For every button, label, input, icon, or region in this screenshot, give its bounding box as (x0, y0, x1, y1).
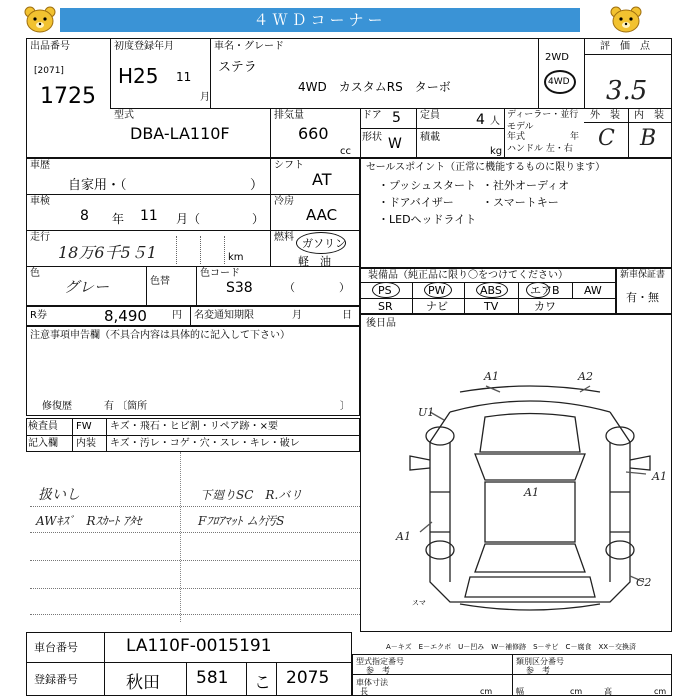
sales-point-5: ・LEDヘッドライト (378, 213, 477, 226)
handle-label: ハンドル 左・右 (507, 144, 573, 154)
inspection-year: 8 (80, 208, 89, 224)
dimension-height-unit: cm (654, 687, 667, 696)
reg-month-unit: 月 (200, 92, 210, 103)
equip-sr: SR (378, 300, 393, 313)
model-year-label: モデル (507, 122, 534, 132)
equip-leather: カワ (534, 300, 556, 313)
type-value: DBA-LA110F (130, 124, 230, 143)
color-value: グレー (64, 278, 110, 296)
recycle-unit: 円 (172, 310, 182, 321)
mileage-unit: km (228, 252, 244, 263)
doors-label: ドア (362, 110, 382, 121)
plate-number: 2075 (286, 668, 330, 688)
equipment-label: 装備品（純正品に限り〇をつけてください） (368, 270, 568, 281)
plate-class: 581 (196, 668, 229, 688)
inspector-label: 検査員 (28, 421, 58, 432)
shape-value: W (388, 136, 402, 152)
shift-value: AT (312, 170, 332, 189)
inspection-close: ） (252, 212, 265, 226)
inspector-text-int: キズ・汚レ・コゲ・穴・スレ・キレ・破レ (110, 438, 300, 449)
doors-value: 5 (392, 110, 401, 126)
equip-ps: PS (378, 284, 392, 297)
entry-label: 記入欄 (28, 438, 58, 449)
dimension-height: 高 (604, 687, 612, 696)
inspector-text-ext: キズ・飛石・ヒビ割・リペア跡・×要 (110, 421, 278, 432)
inspection-month: 11 (140, 208, 158, 224)
shift-label: シフト (274, 160, 304, 171)
color-code-label: 色コード (200, 268, 240, 279)
equip-pw: PW (428, 284, 446, 297)
damage-mark-right-side: A1 (652, 470, 667, 483)
dimension-width-unit: cm (570, 687, 583, 696)
dimensions-label: 車体寸法 (356, 678, 388, 687)
int-value: B (640, 126, 657, 151)
equip-airbag: エアB (530, 284, 560, 297)
type-designation-label: 型式指定番号 (356, 657, 404, 666)
repair-label: 修復歴 (42, 401, 72, 412)
history-close: ） (250, 178, 264, 193)
damage-mark-front-right: A2 (578, 370, 593, 383)
reg-year: H25 (118, 64, 159, 88)
lot-number: 1725 (40, 84, 96, 109)
grade-name: 4WD カスタムRS ターボ (298, 80, 451, 94)
disp-value: 660 (298, 124, 329, 143)
warranty-value: 有・無 (626, 291, 659, 304)
fuel-paren: （ ） (284, 281, 350, 294)
type-designation-ref: 参 考 (366, 666, 390, 675)
inspector-code-int: 内装 (76, 438, 96, 449)
plate-kana: こ (254, 673, 271, 693)
model-name: ステラ (218, 60, 257, 75)
class-number-label: 類別区分番号 (516, 657, 564, 666)
disp-unit: cc (340, 146, 351, 157)
recycle-label: R券 (30, 310, 47, 321)
fuel-label: 燃料 (274, 232, 294, 243)
bear-mascot-icon (608, 4, 644, 34)
notice-month: 月 (292, 310, 302, 321)
score-value: 3.5 (606, 76, 648, 106)
load-label: 積載 (420, 132, 440, 143)
name-label: 車名・グレード (214, 41, 284, 52)
recycle-row (26, 306, 360, 326)
note-left-1: 扱いし (38, 487, 80, 503)
note-left-2: AWｷｽﾞ Rｽｶｰﾄ ｱﾀｾ (36, 514, 142, 528)
damage-legend: A－キズ E－エクボ U－凹み W－補修跡 S－サビ C－腐食 XX－交換済 (386, 643, 637, 651)
seats-unit: 人 (490, 116, 500, 127)
ac-label: 冷房 (274, 196, 294, 207)
recycle-value: 8,490 (104, 307, 147, 325)
chassis-value: LA110F-0015191 (126, 636, 272, 656)
inspection-month-unit: 月（ (176, 212, 201, 226)
sales-point-4: ・スマートキー (482, 196, 559, 209)
history-value: 自家用・（ (68, 178, 127, 193)
sales-point-3: ・ドアバイザー (378, 196, 454, 209)
ext-value: C (598, 126, 615, 151)
damage-mark-front-left: A1 (484, 370, 499, 383)
equip-tv: TV (484, 300, 499, 313)
year-label: 年式 (507, 132, 526, 142)
reg-month: 11 (176, 70, 192, 84)
disp-label: 排気量 (274, 110, 304, 121)
sales-point-2: ・社外オーディオ (482, 179, 570, 192)
color-label: 色 (30, 268, 40, 279)
int-label: 内 装 (634, 110, 664, 121)
seats-value: 4 (476, 112, 485, 128)
repair-value: 有 〔箇所 (104, 401, 148, 412)
equip-abs: ABS (480, 284, 502, 297)
load-unit: kg (490, 146, 503, 157)
lot-label: 出品番号 (30, 41, 70, 52)
damage-mark-roof: A1 (524, 486, 539, 499)
mileage-value: 18万6千5５1 (58, 243, 157, 262)
equip-navi: ナビ (426, 300, 448, 313)
dimension-width: 幅 (516, 687, 524, 696)
dimension-length: 長 (360, 687, 368, 696)
ext-label: 外 装 (590, 110, 620, 121)
notice-day: 日 (342, 310, 352, 321)
inspector-code-fw: FW (76, 421, 92, 432)
reg-label: 初度登録年月 (114, 41, 174, 52)
fuel-gas: ガソリン (302, 237, 346, 250)
damage-mark-mirror: U1 (418, 406, 435, 419)
plate-region: 秋田 (126, 673, 160, 693)
history-label: 車歴 (30, 160, 50, 171)
fuel-diesel: 軽 油 (298, 255, 331, 268)
color-change-label: 色替 (150, 276, 170, 287)
color-code: S38 (226, 280, 253, 296)
note-right-1: 下廻りSC R.バリ (200, 488, 303, 502)
score-label: 評 価 点 (600, 41, 650, 52)
ac-value: AAC (306, 206, 338, 224)
lot-sub: [2071] (34, 66, 64, 76)
class-number-ref: 参 考 (526, 666, 550, 675)
drive-2wd: 2WD (545, 52, 569, 63)
shape-label: 形状 (362, 132, 382, 143)
sales-point-1: ・プッシュスタート (378, 179, 477, 192)
type-label: 型式 (114, 110, 134, 121)
damage-mark-rear-right: C2 (636, 576, 652, 589)
inspection-year-unit: 年 (112, 212, 125, 226)
damage-mark-left-side: A1 (396, 530, 411, 543)
sales-label: セールスポイント（正常に機能するものに限ります） (366, 162, 606, 173)
note-right-2: Fﾌﾛｱﾏｯﾄ ムｹ汚S (198, 514, 285, 528)
inspection-label: 車検 (30, 196, 50, 207)
section-banner: ４ＷＤコーナー (60, 8, 580, 32)
drive-4wd: 4WD (548, 77, 570, 87)
year-unit: 年 (570, 132, 580, 142)
seats-label: 定員 (420, 110, 440, 121)
dealer-label: ディーラー・並行 (507, 110, 579, 120)
equip-aw: AW (584, 284, 602, 297)
dimension-length-unit: cm (480, 687, 493, 696)
repair-close: 〕 (340, 401, 350, 412)
notice-label: 名変通知期限 (194, 310, 254, 321)
plate-label: 登録番号 (34, 673, 78, 686)
mileage-label: 走行 (30, 232, 50, 243)
rear-label: 後日品 (366, 318, 396, 329)
warranty-label: 新車保証書 (620, 270, 666, 280)
seller-notes-label: 注意事項申告欄（不具合内容は具体的に記入して下さい） (30, 330, 290, 341)
diagram-note: スマ (412, 599, 426, 607)
chassis-label: 車台番号 (34, 641, 78, 654)
bear-mascot-icon (22, 4, 58, 34)
